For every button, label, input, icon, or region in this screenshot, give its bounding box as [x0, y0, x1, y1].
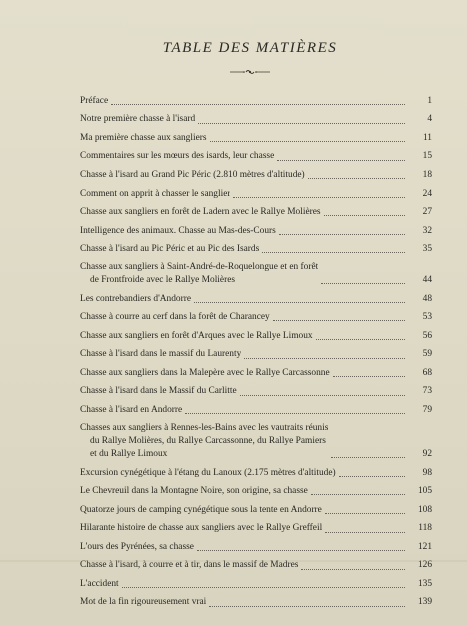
- toc-entry-line: L'accident: [80, 578, 119, 589]
- toc-entry-title: [80, 367, 330, 380]
- toc-entry: [80, 385, 432, 399]
- dot-leader: [122, 587, 405, 588]
- toc-entry-title: [80, 467, 336, 480]
- toc-entry-line: Chasse aux sangliers en forêt de Ladern avec le Rallye Molières: [80, 207, 321, 218]
- toc-page-number: 11: [422, 132, 432, 143]
- toc-entry: [80, 310, 432, 324]
- toc-entry: [80, 484, 432, 498]
- toc-page-number: 56: [422, 330, 432, 341]
- toc-page-number: 79: [422, 404, 432, 415]
- toc-entry-title: [80, 132, 207, 145]
- toc-entry-title: [80, 150, 274, 163]
- toc-page-number: 35: [422, 244, 432, 255]
- dot-leader: [333, 376, 405, 377]
- toc-page-number: 27: [422, 207, 432, 218]
- toc-page-number: 24: [422, 188, 432, 199]
- toc-entry-title: [80, 243, 259, 256]
- toc-entry-line: Hilarante histoire de chasse aux sangliers avec le Rallye Greffeil: [80, 523, 323, 534]
- toc-entry-line: Ma première chasse aux sangliers: [80, 132, 207, 143]
- toc-entry: [80, 348, 432, 362]
- dot-leader: [311, 494, 405, 495]
- toc-entry-title: [80, 95, 108, 108]
- toc-entry: [80, 503, 432, 517]
- dot-leader: [331, 457, 405, 458]
- toc-page-number: 73: [422, 386, 432, 397]
- toc-entry: [80, 224, 432, 238]
- toc-entry-title: [80, 385, 237, 398]
- toc-entry: [80, 168, 432, 182]
- toc-page-number: 59: [422, 349, 432, 360]
- toc-entry-line: Chasse à l'isard en Andorre: [80, 404, 183, 415]
- toc-entry-line: Chasse à l'isard dans le Massif du Carlitte: [80, 386, 237, 397]
- toc-entry-line: Le Chevreuil dans la Montagne Noire, son origine, sa chasse: [80, 486, 308, 497]
- toc-entry: [80, 205, 432, 219]
- toc-entry-line: Chasse à l'isard au Grand Pic Péric (2.810 mètres d'altitude): [80, 169, 305, 180]
- toc-page-number: 32: [422, 225, 432, 236]
- table-of-contents: [80, 94, 432, 614]
- toc-entry-line: Chasse à l'isard au Pic Péric et au Pic des Isards: [80, 244, 260, 255]
- dot-leader: [262, 252, 405, 253]
- toc-entry-line: Chasse aux sangliers à Saint-André-de-Roquelongue et en forêt: [80, 261, 319, 272]
- toc-entry-title: [80, 293, 191, 306]
- toc-page-number: 1: [427, 95, 432, 106]
- toc-entry-line: Intelligence des animaux. Chasse au Mas-des-Cours: [80, 225, 276, 236]
- toc-entry-line: Chasse à courre au cerf dans la forêt de Charancey: [80, 312, 270, 323]
- toc-entry-title: [80, 188, 230, 201]
- dot-leader: [240, 395, 405, 396]
- toc-entry-line: Excursion cynégétique à l'étang du Lanoux (2.175 mètres d'altitude): [80, 467, 336, 478]
- dot-leader: [279, 234, 405, 235]
- toc-entry-title: [80, 206, 321, 219]
- toc-page-number: 121: [417, 541, 432, 552]
- paper-mark: [0, 560, 467, 562]
- toc-page-number: 118: [418, 523, 432, 534]
- toc-entry: [80, 522, 432, 536]
- toc-entry-title: [80, 541, 194, 554]
- toc-entry-title: [80, 578, 119, 591]
- dot-leader: [308, 178, 405, 179]
- toc-entry-title: [80, 596, 206, 609]
- toc-entry: [80, 577, 432, 591]
- fleuron-ornament-icon: [228, 68, 272, 76]
- toc-entry-title: [80, 522, 322, 535]
- dot-leader: [209, 606, 405, 607]
- toc-entry-line: Quatorze jours de camping cynégétique sous la tente en Andorre: [80, 504, 322, 515]
- toc-entry: [80, 150, 432, 164]
- toc-page-number: 108: [417, 504, 432, 515]
- toc-entry-title: [80, 348, 241, 361]
- toc-entry-line: du Rallye Molières, du Rallye Carcassonne, du Rallye Pamiers: [90, 435, 326, 446]
- dot-leader: [210, 141, 405, 142]
- toc-entry-line: Chasse aux sangliers dans la Malepère avec le Rallye Carcassonne: [80, 367, 330, 378]
- toc-entry-title: [80, 504, 322, 517]
- toc-page-number: 18: [422, 169, 432, 180]
- dot-leader: [233, 197, 405, 198]
- toc-entry: [80, 422, 432, 462]
- toc-entry-line: Les contrebandiers d'Andorre: [80, 293, 192, 304]
- dot-leader: [277, 160, 405, 161]
- toc-page-number: 4: [427, 114, 432, 125]
- toc-entry-line: Préface: [80, 95, 109, 106]
- toc-entry-line: Chasse aux sangliers en forêt d'Arques avec le Rallye Limoux: [80, 330, 313, 341]
- dot-leader: [197, 550, 405, 551]
- dot-leader: [301, 569, 405, 570]
- toc-entry: [80, 403, 432, 417]
- toc-entry-line: L'ours des Pyrénées, sa chasse: [80, 541, 194, 552]
- toc-page-number: 135: [417, 578, 432, 589]
- toc-page-number: 105: [417, 486, 432, 497]
- dot-leader: [273, 320, 405, 321]
- toc-entry: [80, 540, 432, 554]
- toc-entry-line: Comment on apprit à chasser le sanglier: [80, 188, 231, 199]
- toc-entry: [80, 131, 432, 145]
- toc-entry-line: Chasse à l'isard dans le massif du Laurenty: [80, 349, 242, 360]
- toc-entry: [80, 366, 432, 380]
- toc-page-number: 139: [417, 597, 432, 608]
- toc-page-number: 92: [422, 449, 432, 460]
- toc-entry-title: [80, 169, 305, 182]
- toc-entry-title: [80, 113, 195, 126]
- toc-entry: [80, 329, 432, 343]
- toc-entry-line: Chasses aux sangliers à Rennes-les-Bains avec les vautraits réunis: [80, 422, 329, 433]
- dot-leader: [325, 532, 405, 533]
- toc-page-number: 53: [422, 312, 432, 323]
- dot-leader: [316, 339, 405, 340]
- dot-leader: [194, 302, 405, 303]
- toc-page-number: 68: [422, 367, 432, 378]
- toc-entry-title: [80, 485, 308, 498]
- toc-entry-line: de Frontfroide avec le Rallye Molières: [90, 275, 236, 286]
- toc-entry: [80, 261, 432, 287]
- dot-leader: [325, 513, 405, 514]
- toc-entry-line: Commentaires sur les mœurs des isards, leur chasse: [80, 151, 275, 162]
- toc-entry: [80, 292, 432, 306]
- dot-leader: [111, 104, 405, 105]
- toc-entry-line: Notre première chasse à l'isard: [80, 114, 196, 125]
- toc-page-number: 44: [422, 275, 432, 286]
- dot-leader: [324, 215, 405, 216]
- toc-entry: [80, 187, 432, 201]
- toc-entry: [80, 466, 432, 480]
- toc-entry-title: [80, 225, 276, 238]
- toc-entry: [80, 242, 432, 256]
- dot-leader: [185, 413, 405, 414]
- toc-entry-title: [80, 330, 313, 343]
- toc-page-number: 15: [422, 151, 432, 162]
- toc-entry-title: [80, 311, 270, 324]
- dot-leader: [339, 476, 405, 477]
- toc-page-number: 48: [422, 293, 432, 304]
- toc-entry-line: Mot de la fin rigoureusement vrai: [80, 597, 207, 608]
- toc-entry: [80, 113, 432, 127]
- toc-entry-line: et du Rallye Limoux: [90, 449, 168, 460]
- toc-entry: [80, 596, 432, 610]
- toc-entry-line: Chasse à l'isard, à courre et à tir, dans le massif de Madres: [80, 560, 299, 571]
- dot-leader: [198, 123, 405, 124]
- toc-page-number: 98: [422, 467, 432, 478]
- toc-entry-title: [80, 422, 328, 462]
- toc-page-number: 126: [417, 560, 432, 571]
- toc-entry-title: [80, 261, 318, 287]
- toc-entry-title: [80, 404, 182, 417]
- dot-leader: [244, 358, 405, 359]
- toc-entry: [80, 94, 432, 108]
- page-title: TABLE DES MATIÈRES: [162, 40, 338, 56]
- dot-leader: [321, 283, 405, 284]
